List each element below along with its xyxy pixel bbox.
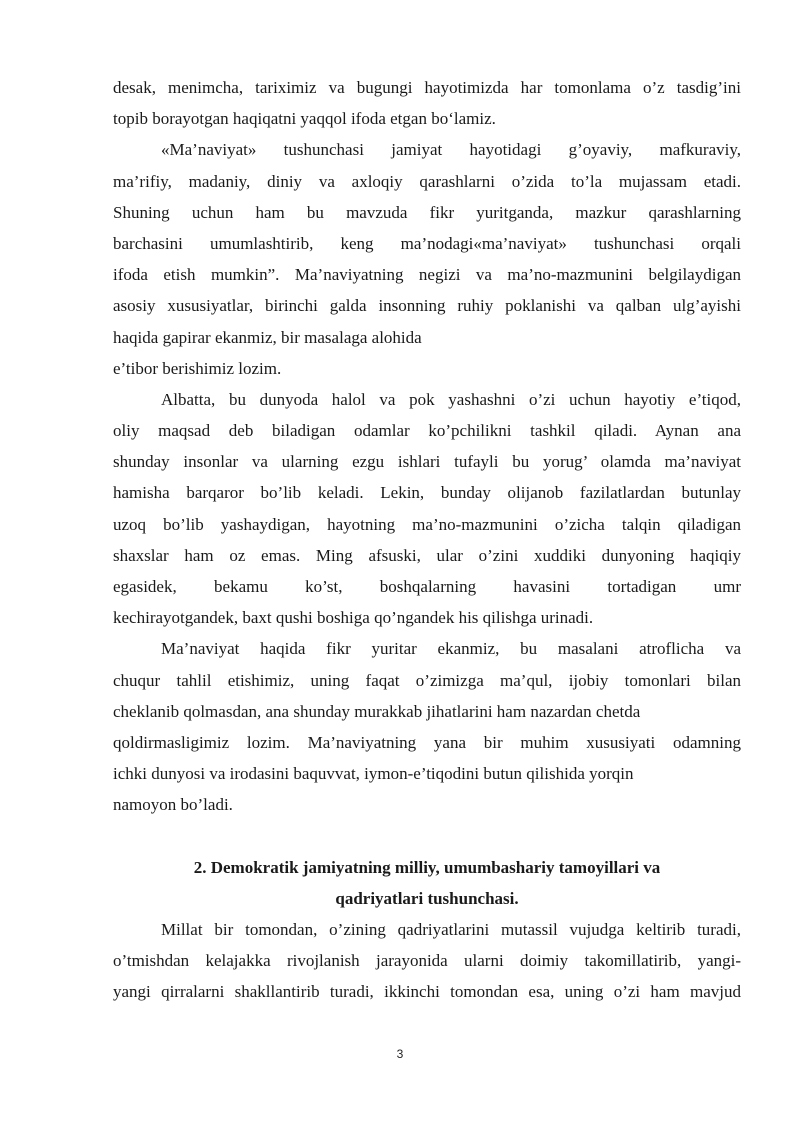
paragraph-line: e’tibor berishimiz lozim. <box>113 358 282 378</box>
section-heading <box>113 852 741 914</box>
paragraph-line: barchasini umumlashtirib, keng ma’nodagi«ma’naviyat» tushunchasi orqali <box>113 233 741 253</box>
paragraph-line: egasidek, bekamu ko’st, boshqalarning havasini tortadigan umr <box>113 577 741 596</box>
paragraph-line: topib borayotgan haqiqatni yaqqol ifoda etgan bo‘lamiz. <box>113 109 496 129</box>
paragraph-line: shaxslar ham oz emas. Ming afsuski, ular o’zini xuddiki dunyoning haqiqiy <box>113 545 741 565</box>
paragraph-line: namoyon bo’ladi. <box>113 795 233 815</box>
paragraph-1 <box>113 72 741 134</box>
paragraph-line: kechirayotgandek, baxt qushi boshiga qo’ngandek his qilishga urinadi. <box>113 608 594 628</box>
paragraph-line: yangi qirralarni shakllantirib turadi, ikkinchi tomondan esa, uning o’zi ham mavjud <box>113 982 741 1002</box>
paragraph-line: desak, menimcha, tariximiz va bugungi hayotimizda har tomonlama o’z tasdig’ini <box>113 78 741 97</box>
paragraph-4 <box>113 633 741 820</box>
paragraph-3 <box>113 384 741 634</box>
paragraph-line: hamisha barqaror bo’lib keladi. Lekin, bunday olijanob fazilatlardan butunlay <box>113 483 741 503</box>
page-content <box>113 72 741 1007</box>
page-number: 3 <box>396 1047 404 1061</box>
section-spacer <box>113 821 741 852</box>
paragraph-line: «Ma’naviyat» tushunchasi jamiyat hayotidagi g’oyaviy, mafkuraviy, <box>161 140 741 160</box>
paragraph-line: qoldirmasligimiz lozim. Ma’naviyatning yana bir muhim xususiyati odamning <box>113 732 741 752</box>
heading-line-2: qadriyatlari tushunchasi. <box>335 888 519 908</box>
paragraph-line: uzoq bo’lib yashaydigan, hayotning ma’no-mazmunini o’zicha talqin qiladigan <box>113 514 741 534</box>
paragraph-line: Albatta, bu dunyoda halol va pok yashashni o’zi uchun hayotiy e’tiqod, <box>161 389 741 409</box>
paragraph-line: Ma’naviyat haqida fikr yuritar ekanmiz, bu masalani atroflicha va <box>161 639 741 659</box>
paragraph-line: ifoda etish mumkin”. Ma’naviyatning negizi va ma’no-mazmunini belgilaydigan <box>113 265 741 285</box>
paragraph-line: ma’rifiy, madaniy, diniy va axloqiy qarashlarni o’zida to’la mujassam etadi. <box>113 171 741 191</box>
paragraph-line: asosiy xususiyatlar, birinchi galda insonning ruhiy poklanishi va qalban ulg’ayishi <box>113 296 741 316</box>
paragraph-2 <box>113 134 741 384</box>
paragraph-line: oliy maqsad deb biladigan odamlar ko’pchilikni tashkil qiladi. Aynan ana <box>113 421 741 441</box>
paragraph-line: ichki dunyosi va irodasini baquvvat, iymon-e’tiqodini butun qilishida yorqin <box>113 764 634 784</box>
paragraph-line: haqida gapirar ekanmiz, bir masalaga alohida <box>113 327 422 347</box>
paragraph-line: o’tmishdan kelajakka rivojlanish jarayonida ularni doimiy takomillatirib, yangi- <box>113 951 741 971</box>
paragraph-line: Shuning uchun ham bu mavzuda fikr yuritganda, mazkur qarashlarning <box>113 202 741 222</box>
paragraph-line: cheklanib qolmasdan, ana shunday murakkab jihatlarini ham nazardan chetda <box>113 701 641 721</box>
heading-line-1: 2. Demokratik jamiyatning milliy, umumbashariy tamoyillari va <box>193 857 661 877</box>
paragraph-line: shunday insonlar va ularning ezgu ishlari tufayli bu yorug’ olamda ma’naviyat <box>113 452 741 472</box>
paragraph-line: chuqur tahlil etishimiz, uning faqat o’zimizga ma’qul, ijobiy tomonlari bilan <box>113 670 741 690</box>
paragraph-5 <box>113 914 741 1008</box>
paragraph-line: Millat bir tomondan, o’zining qadriyatlarini mutassil vujudga keltirib turadi, <box>161 919 741 939</box>
